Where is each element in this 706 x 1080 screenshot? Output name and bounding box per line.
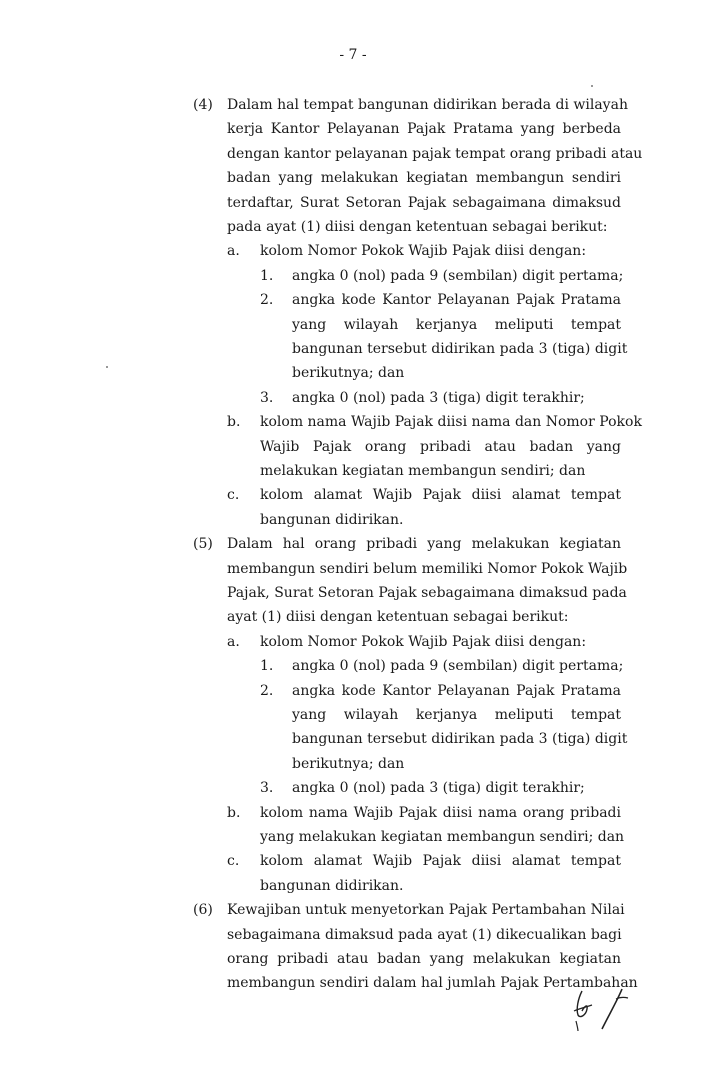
subitem-text-line: angka 0 (nol) pada 9 (sembilan) digit pertama;	[292, 658, 624, 675]
subitem-number: 1.	[260, 658, 274, 675]
section-text-line: terdaftar, Surat Setoran Pajak sebagaimana dimaksud	[227, 194, 621, 211]
subitem-text-line: yang wilayah kerjanya meliputi tempat	[292, 316, 621, 333]
item-letter: a.	[227, 243, 240, 260]
item-text-line: kolom nama Wajib Pajak diisi nama orang pribadi	[260, 804, 621, 821]
subitem-number: 2.	[260, 292, 274, 309]
subitem-text-line: angka kode Kantor Pelayanan Pajak Pratama	[292, 682, 621, 699]
scan-speck	[106, 366, 108, 368]
subitem-number: 1.	[260, 267, 274, 284]
item-text-line: yang melakukan kegiatan membangun sendiri; dan	[260, 829, 625, 845]
item-text-line: melakukan kegiatan membangun sendiri; dan	[260, 463, 586, 479]
section-text-line: Dalam hal orang pribadi yang melakukan kegiatan	[227, 536, 621, 553]
section-number: (6)	[193, 902, 213, 919]
page-number: - 7 -	[339, 47, 367, 63]
subitem-number: 3.	[260, 389, 274, 406]
item-text-line: kolom Nomor Pokok Wajib Pajak diisi dengan:	[260, 633, 587, 650]
section-text-line: Pajak, Surat Setoran Pajak sebagaimana dimaksud pada	[227, 585, 627, 601]
section-text-line: Kewajiban untuk menyetorkan Pajak Pertambahan Nilai	[227, 902, 625, 919]
subitem-text-line: angka kode Kantor Pelayanan Pajak Pratama	[292, 292, 621, 309]
item-text-line: kolom nama Wajib Pajak diisi nama dan Nomor Pokok	[260, 414, 642, 431]
section-text-line: membangun sendiri dalam hal jumlah Pajak Pertambahan	[227, 975, 638, 992]
section-number: (4)	[193, 97, 213, 113]
subitem-text-line: bangunan tersebut didirikan pada 3 (tiga) digit	[292, 341, 628, 357]
item-text-line: kolom Nomor Pokok Wajib Pajak diisi dengan:	[260, 243, 587, 260]
item-text-line: kolom alamat Wajib Pajak diisi alamat tempat	[260, 853, 621, 870]
section-text-line: orang pribadi atau badan yang melakukan kegiatan	[227, 951, 621, 967]
subitem-number: 2.	[260, 682, 274, 699]
subitem-text-line: angka 0 (nol) pada 9 (sembilan) digit pertama;	[292, 267, 624, 284]
section-text-line: sebagaimana dimaksud pada ayat (1) dikecualikan bagi	[227, 926, 622, 943]
section-text-line: Dalam hal tempat bangunan didirikan berada di wilayah	[227, 97, 628, 113]
subitem-text-line: berikutnya; dan	[292, 365, 405, 382]
item-letter: b.	[227, 804, 241, 821]
subitem-text-line: bangunan tersebut didirikan pada 3 (tiga) digit	[292, 731, 628, 748]
item-letter: a.	[227, 633, 240, 650]
section-text-line: ayat (1) diisi dengan ketentuan sebagai berikut:	[227, 609, 569, 626]
subitem-text-line: yang wilayah kerjanya meliputi tempat	[292, 707, 621, 723]
item-letter: c.	[227, 487, 240, 504]
section-text-line: kerja Kantor Pelayanan Pajak Pratama yang berbeda	[227, 121, 621, 138]
item-text-line: kolom alamat Wajib Pajak diisi alamat tempat	[260, 487, 621, 504]
section-text-line: badan yang melakukan kegiatan membangun sendiri	[227, 170, 621, 187]
item-letter: c.	[227, 853, 240, 870]
section-text-line: membangun sendiri belum memiliki Nomor Pokok Wajib	[227, 560, 628, 577]
item-text-line: bangunan didirikan.	[260, 511, 404, 528]
scan-speck	[591, 85, 593, 87]
item-text-line: Wajib Pajak orang pribadi atau badan yang	[260, 438, 621, 455]
subitem-number: 3.	[260, 780, 274, 797]
item-letter: b.	[227, 414, 241, 431]
initials-signature	[560, 985, 640, 1035]
section-text-line: dengan kantor pelayanan pajak tempat orang pribadi atau	[227, 145, 643, 162]
section-text-line: pada ayat (1) diisi dengan ketentuan sebagai berikut:	[227, 219, 608, 235]
subitem-text-line: angka 0 (nol) pada 3 (tiga) digit terakhir;	[292, 389, 585, 406]
item-text-line: bangunan didirikan.	[260, 877, 404, 894]
subitem-text-line: angka 0 (nol) pada 3 (tiga) digit terakhir;	[292, 780, 585, 797]
subitem-text-line: berikutnya; dan	[292, 755, 405, 772]
section-number: (5)	[193, 536, 213, 553]
